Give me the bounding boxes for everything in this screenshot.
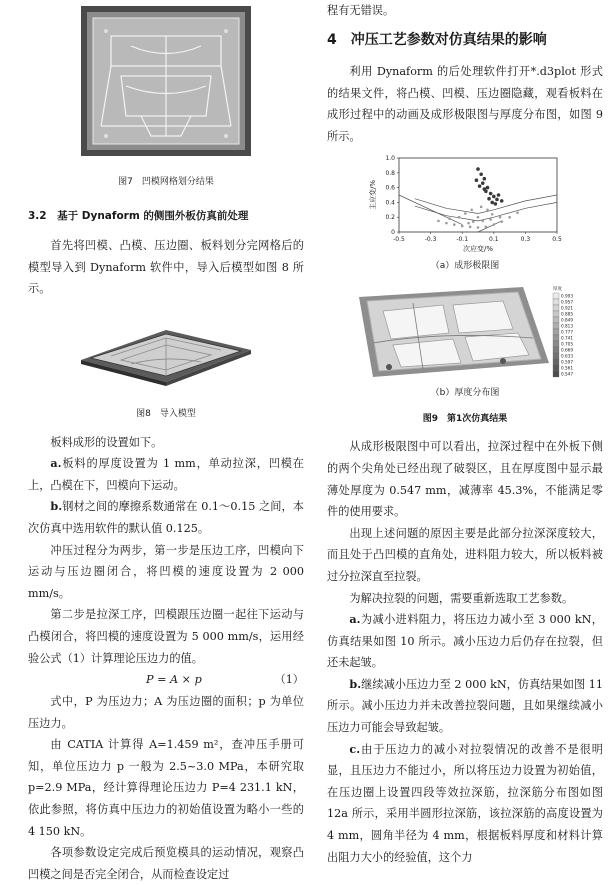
equation-1 bbox=[28, 669, 304, 691]
legend-value: 0.813 bbox=[561, 323, 573, 329]
data-point bbox=[516, 211, 519, 214]
legend-swatch bbox=[553, 365, 559, 371]
legend-value: 0.547 bbox=[561, 371, 573, 377]
limit-curve bbox=[399, 195, 462, 225]
list-label: a. bbox=[349, 612, 361, 627]
data-point bbox=[469, 225, 472, 228]
data-point bbox=[497, 193, 501, 197]
data-point bbox=[481, 219, 484, 222]
paragraph: 程有无错误。 bbox=[327, 4, 395, 17]
legend-value: 0.705 bbox=[561, 341, 573, 347]
list-text: 板料的厚度设置为 1 mm，单动拉深，凹模在上，凸模在下，凹模向下运动。 bbox=[28, 457, 304, 492]
legend-value: 0.993 bbox=[561, 293, 573, 299]
data-point bbox=[481, 181, 485, 185]
forming-limit-chart bbox=[365, 152, 565, 254]
x-tick-label: -0.3 bbox=[424, 235, 437, 243]
data-point bbox=[508, 215, 511, 218]
paragraph: 由 CATIA 计算得 A=1.459 m²，查冲压手册可知，单位压边力 p 一般为 2.5~3.0 MPa，本研究取 p=2.9 MPa，经计算得理论压边力 P=4 231.1 kN，依此参照，将仿真中压边力的初始值设置为略小一些的 4 150 kN。 bbox=[28, 738, 304, 838]
equation-number: （1） bbox=[274, 673, 304, 687]
y-tick-label: 1.0 bbox=[385, 154, 395, 162]
x-tick-label: 0.1 bbox=[489, 235, 499, 243]
figure-9a bbox=[365, 152, 565, 254]
y-axis-label: 主应变/% bbox=[369, 179, 377, 210]
list-text: 为减小进料阻力，将压边力减小至 3 000 kN，仿真结果如图 10 所示。减小压边力后仍存在拉裂，但还未起皱。 bbox=[327, 613, 603, 670]
list-label: a. bbox=[50, 456, 62, 471]
x-axis-label: 次应变/% bbox=[462, 244, 494, 253]
legend-swatch bbox=[553, 335, 559, 341]
legend-swatch bbox=[553, 305, 559, 311]
section-3-2-heading: 3.2 基于 Dynaform 的侧围外板仿真前处理 bbox=[28, 209, 249, 222]
legend-value: 0.597 bbox=[561, 359, 573, 365]
data-point bbox=[487, 196, 491, 200]
figure-8 bbox=[71, 320, 261, 390]
paragraph: 利用 Dynaform 的后处理软件打开*.d3plot 形式的结果文件，将凸模、凹模、压边圈隐藏，观看板料在成形过程中的动画及成形极限图与厚度分布图，如图 9 所示。 bbox=[327, 65, 603, 143]
data-point bbox=[476, 167, 480, 171]
list-label: b. bbox=[349, 676, 362, 691]
data-point bbox=[478, 184, 482, 188]
legend-value: 0.885 bbox=[561, 311, 573, 317]
data-point bbox=[470, 208, 473, 211]
list-item-a bbox=[327, 609, 603, 674]
y-tick-label: 0 bbox=[391, 228, 395, 236]
legend-value: 0.921 bbox=[561, 305, 573, 311]
y-tick-label: 0.8 bbox=[385, 169, 395, 177]
data-point bbox=[486, 208, 489, 211]
x-tick-label: -0.1 bbox=[456, 235, 469, 243]
data-point bbox=[437, 219, 440, 222]
legend-value: 0.849 bbox=[561, 317, 573, 323]
figure-8-caption: 图8 导入模型 bbox=[136, 408, 196, 419]
data-point bbox=[472, 220, 475, 223]
legend-swatch bbox=[553, 353, 559, 359]
data-point bbox=[493, 223, 496, 226]
list-label: b. bbox=[50, 499, 63, 514]
data-point bbox=[494, 202, 498, 206]
legend-value: 0.957 bbox=[561, 299, 573, 305]
data-point bbox=[467, 221, 470, 224]
data-point bbox=[491, 213, 494, 216]
y-tick-label: 0.6 bbox=[385, 184, 395, 192]
legend-swatch bbox=[553, 323, 559, 329]
legend-swatch bbox=[553, 347, 559, 353]
list-text: 钢材之间的摩擦系数通常在 0.1～0.15 之间，本次仿真中选用软件的默认值 0.125。 bbox=[28, 500, 304, 535]
legend-swatch bbox=[553, 311, 559, 317]
legend-swatch bbox=[553, 359, 559, 365]
data-point bbox=[489, 218, 492, 221]
data-point bbox=[500, 220, 503, 223]
list-label: c. bbox=[349, 741, 361, 756]
data-point bbox=[461, 224, 464, 227]
x-tick-label: 0.3 bbox=[520, 235, 531, 243]
limit-curve bbox=[415, 195, 557, 214]
figure-7 bbox=[81, 6, 251, 156]
data-point bbox=[477, 226, 480, 229]
paragraph: 冲压过程分为两步，第一步是压边工序，凹模向下运动与压边圈闭合，将凹模的速度设置为 2 000 mm/s。 bbox=[28, 543, 304, 600]
y-tick-label: 0.2 bbox=[385, 213, 395, 221]
data-point bbox=[485, 225, 488, 228]
legend-value: 0.741 bbox=[561, 335, 573, 341]
paragraph: 板料成形的设置如下。 bbox=[50, 435, 163, 449]
data-point bbox=[489, 191, 493, 195]
paragraph: 出现上述问题的原因主要是此部分拉深深度较大，而且处于凸凹模的直角处，进料阻力较大，所以板料被过分拉深直至拉裂。 bbox=[327, 526, 603, 583]
x-tick-label: 0.5 bbox=[552, 235, 562, 243]
legend-swatch bbox=[553, 299, 559, 305]
list-text: 继续减小压边力至 2 000 kN，仿真结果如图 11 所示。减小压边力并未改善拉裂问题，且如果继续减小压边力可能会导致起皱。 bbox=[327, 677, 603, 735]
die-mesh-image bbox=[81, 6, 251, 156]
imported-model-image bbox=[71, 320, 261, 390]
data-point bbox=[479, 172, 483, 176]
data-point bbox=[453, 223, 456, 226]
data-point bbox=[486, 185, 490, 189]
thickness-legend bbox=[553, 285, 573, 377]
data-point bbox=[500, 199, 504, 203]
figure-9a-caption: （a）成形极限图 bbox=[430, 260, 500, 271]
list-item-c bbox=[327, 739, 603, 869]
figure-9-caption: 图9 第1次仿真结果 bbox=[422, 413, 508, 424]
list-item-a bbox=[28, 453, 304, 496]
data-point bbox=[477, 215, 480, 218]
data-point bbox=[458, 215, 461, 218]
legend-value: 0.669 bbox=[561, 347, 573, 353]
data-point bbox=[490, 200, 494, 204]
data-point bbox=[495, 197, 499, 201]
figure-9b bbox=[353, 283, 577, 381]
thickness-distribution-image bbox=[353, 283, 577, 381]
limit-curve bbox=[478, 220, 502, 231]
legend-title: 厚度 bbox=[553, 287, 562, 293]
list-text: 由于压边力的减小对拉裂情况的改善不是很明显，且压边力不能过小，所以将压边力设置为初始值，在压边圈上设置四段等效拉深筋，拉深筋分布图如图 12a 所示，采用半圆形拉深筋，该拉深筋的高度设置为 4 mm，圆角半径为 4 mm，根据板料厚度和材料计算出阻力大小的经验值，这个力 bbox=[327, 742, 603, 864]
legend-swatch bbox=[553, 329, 559, 335]
left-column bbox=[28, 0, 304, 885]
data-point bbox=[483, 187, 487, 191]
legend-value: 0.633 bbox=[561, 353, 573, 359]
figure-7-caption: 图7 凹模网格划分结果 bbox=[118, 177, 214, 187]
data-point bbox=[499, 215, 502, 218]
list-item-b bbox=[327, 674, 603, 739]
paragraph: 各项参数设定完成后预览模具的运动情况，观察凸凹模之间是否完全闭合，从而检查设定过 bbox=[28, 846, 304, 881]
data-point bbox=[483, 176, 487, 180]
x-tick-label: -0.5 bbox=[393, 235, 405, 243]
legend-value: 0.777 bbox=[561, 329, 573, 335]
data-point bbox=[445, 221, 448, 224]
data-point bbox=[480, 205, 483, 208]
list-item-b bbox=[28, 496, 304, 539]
legend-swatch bbox=[553, 293, 559, 299]
legend-swatch bbox=[553, 341, 559, 347]
right-column bbox=[327, 0, 603, 868]
legend-swatch bbox=[553, 371, 559, 377]
data-point bbox=[492, 194, 496, 198]
legend-swatch bbox=[553, 317, 559, 323]
paragraph: 式中，P 为压边力；A 为压边圈的面积；p 为单位压边力。 bbox=[28, 695, 304, 730]
paragraph: 第二步是拉深工序，凹模跟压边圈一起往下运动与凸模闭合，将凹模的速度设置为 5 000 mm/s，运用经验公式（1）计算理论压边力的值。 bbox=[28, 608, 304, 665]
paragraph: 从成形极限图中可以看出，拉深过程中在外板下侧的两个尖角处已经出现了破裂区，且在厚度图中显示最薄处厚度为 0.547 mm，减薄率 45.3%，不能满足零件的使用要求。 bbox=[327, 440, 603, 519]
paragraph: 首先将凹模、凸模、压边圈、板料划分完网格后的模型导入到 Dynaform 软件中，导入后模型如图 8 所示。 bbox=[28, 239, 304, 296]
paragraph: 为解决拉裂的问题，需要重新选取工艺参数。 bbox=[349, 591, 574, 605]
equation-formula: P = A × p bbox=[146, 673, 202, 687]
figure-9b-caption: （b）厚度分布图 bbox=[430, 388, 500, 399]
legend-value: 0.561 bbox=[561, 365, 573, 371]
data-point bbox=[448, 217, 451, 220]
data-point bbox=[475, 178, 479, 182]
data-point bbox=[464, 212, 467, 215]
y-tick-label: 0.4 bbox=[385, 198, 395, 206]
section-4-heading: 4 冲压工艺参数对仿真结果的影响 bbox=[327, 31, 547, 48]
